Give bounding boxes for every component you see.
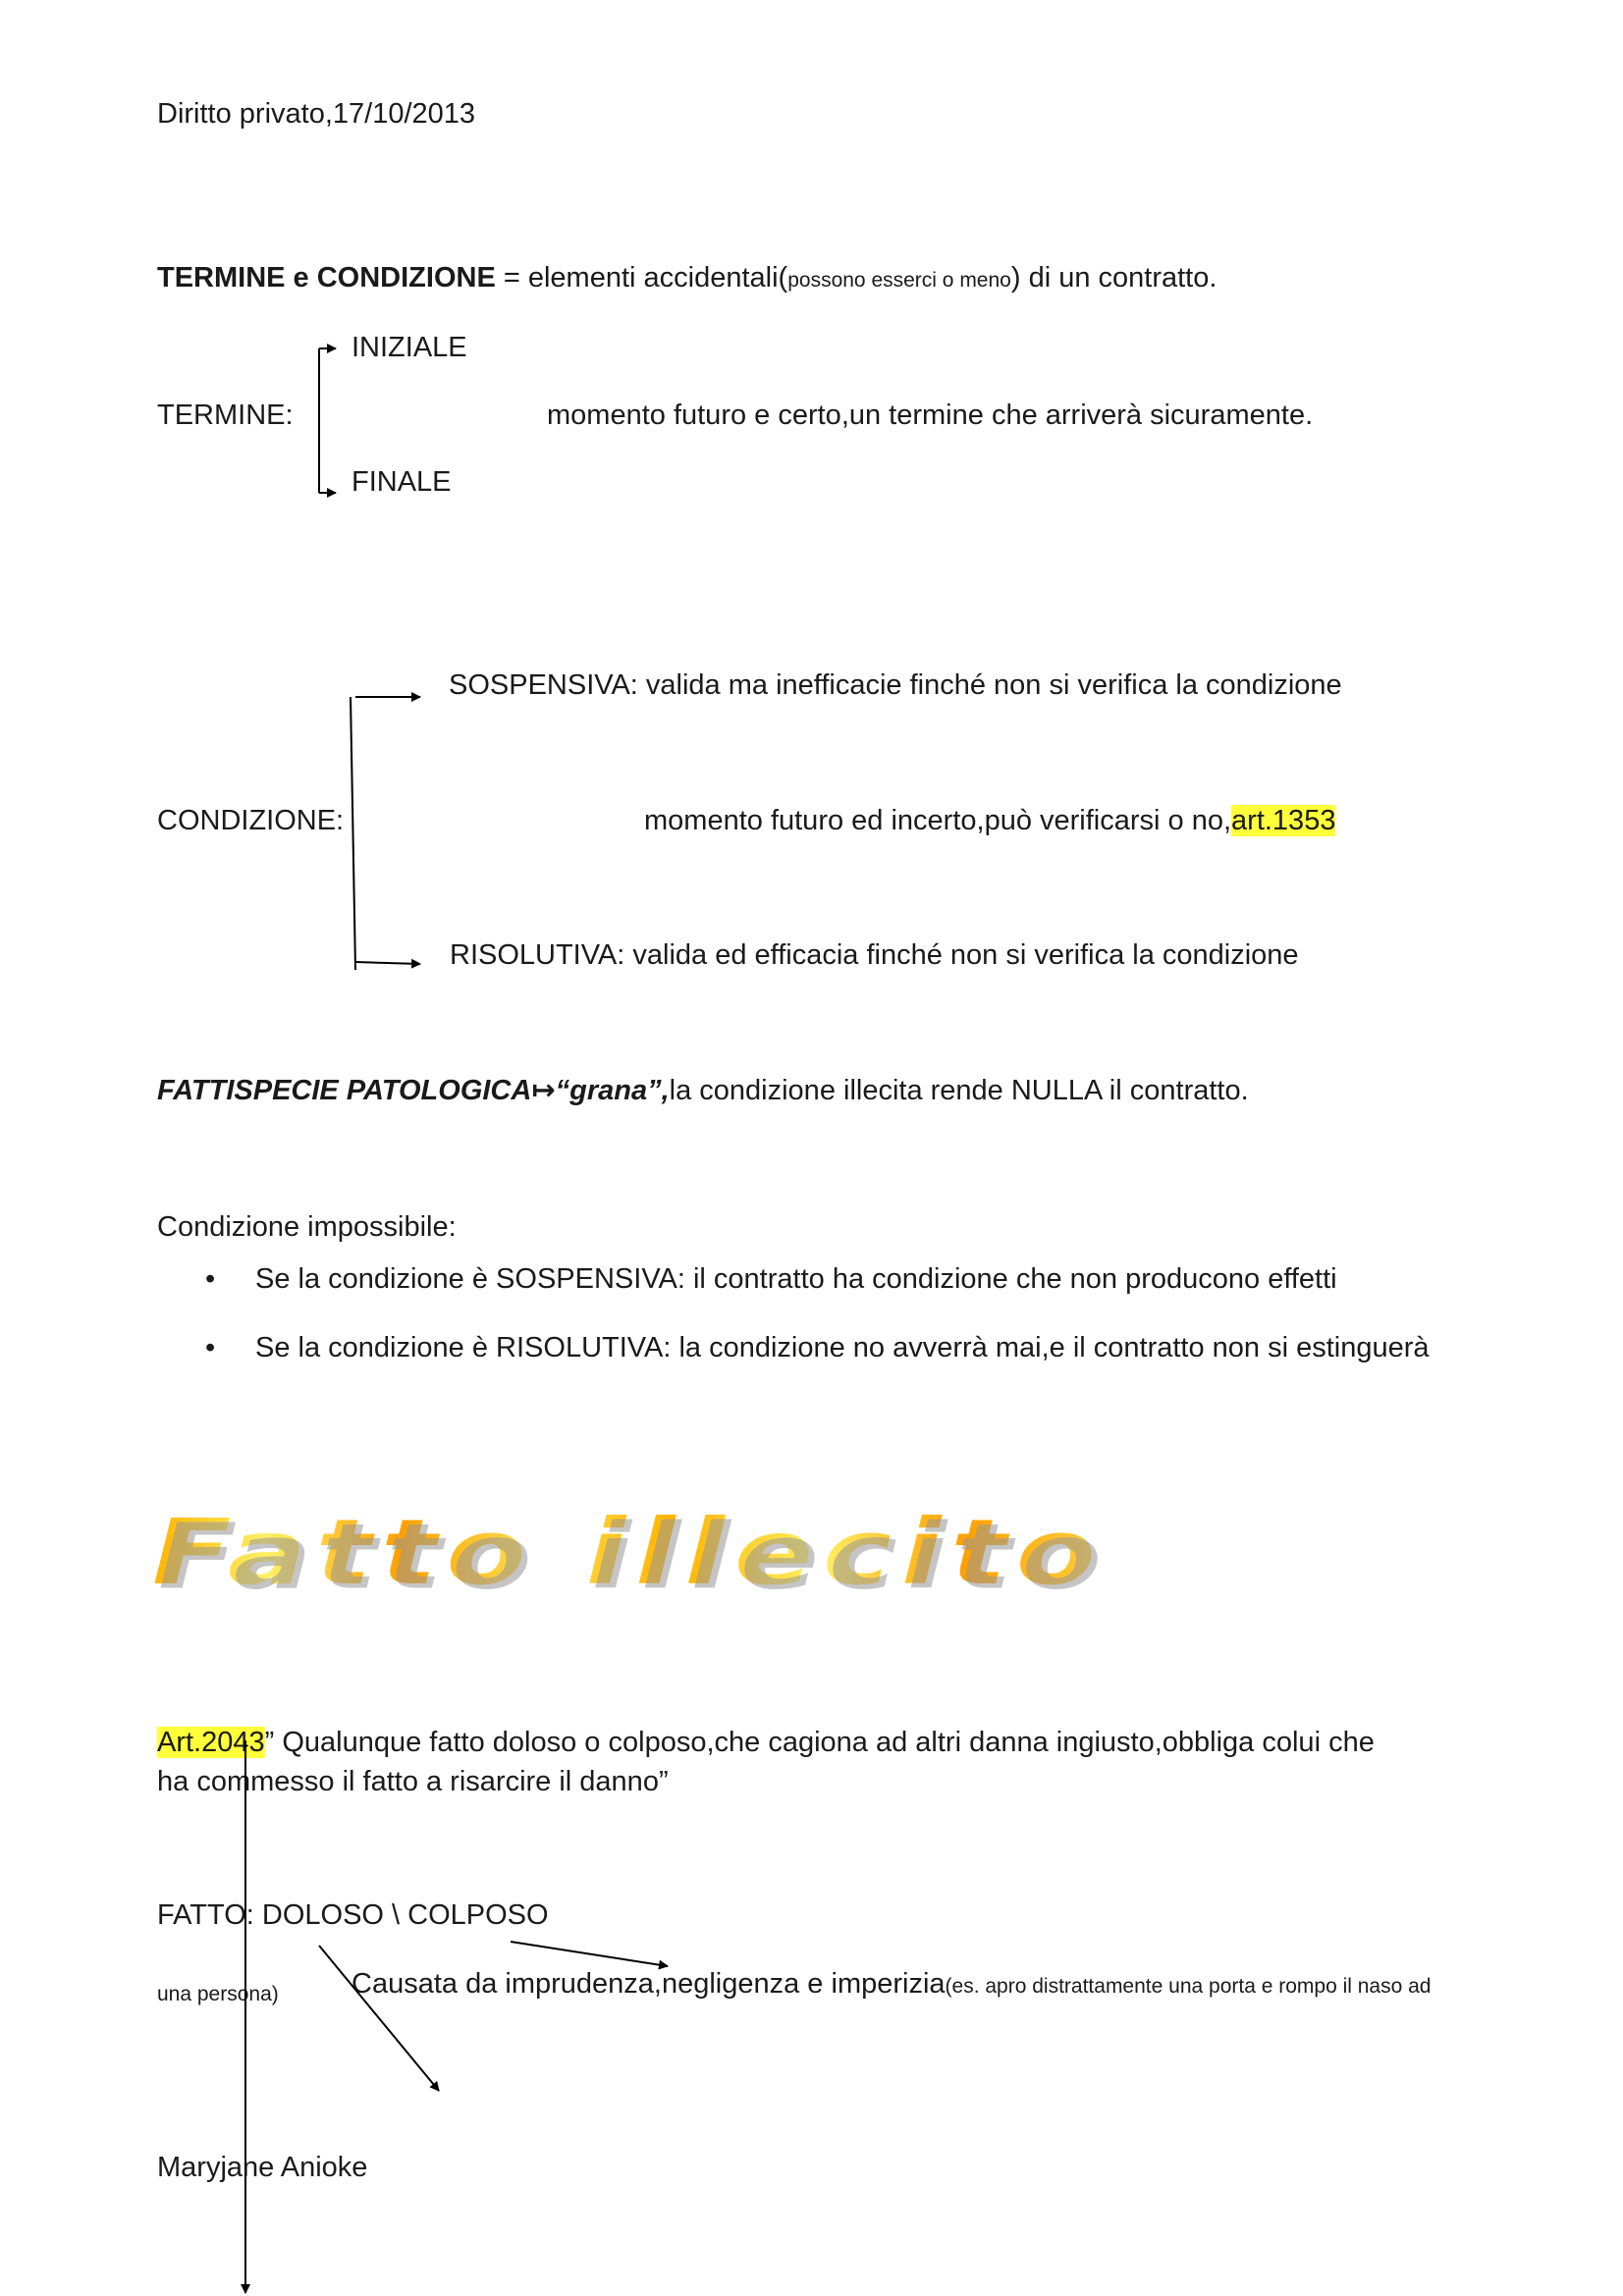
fatto-es-continuation: una persona) <box>157 1983 279 2005</box>
bullet-dot: • <box>205 1331 216 1363</box>
condizione-arrow-risolutiva <box>355 962 420 964</box>
fattispecie-bold: FATTISPECIE PATOLOGICA↦“grana”, <box>157 1075 670 1106</box>
intro-eq: = elementi accidentali( <box>495 262 788 294</box>
art2043-text: ” Qualunque fatto doloso o colposo,che cagiona ad altri danna ingiusto,obbliga colui che <box>264 1727 1375 1758</box>
author-name: Maryjane Anioke <box>157 2152 368 2183</box>
termine-finale: FINALE <box>352 466 452 498</box>
intro-rest: ) di un contratto. <box>1010 262 1217 294</box>
wordart-title: Fatto illecito <box>152 1499 1106 1605</box>
termine-desc: momento futuro e certo,un termine che arriverà sicuramente. <box>547 400 1314 431</box>
intro-small: possono esserci o meno <box>787 269 1011 292</box>
impossibile-heading: Condizione impossibile: <box>157 1211 457 1243</box>
termine-iniziale: INIZIALE <box>352 332 467 363</box>
condizione-desc <box>644 803 1335 840</box>
list-item-text: Se la condizione è RISOLUTIVA: la condizione no avverrà mai,e il contratto non si estinguerà <box>255 1331 1430 1363</box>
condizione-bracket-line <box>351 697 355 970</box>
intro-line <box>157 260 1217 297</box>
art2043-line2: ha commesso il fatto a risarcire il danno” <box>157 1766 669 1797</box>
list-item <box>201 1330 1478 1367</box>
condizione-label: CONDIZIONE: <box>157 805 345 836</box>
condizione-risolutiva: RISOLUTIVA: valida ed efficacia finché non si verifica la condizione <box>450 939 1299 971</box>
condizione-desc-text: momento futuro ed incerto,può verificarsi o no, <box>644 805 1232 836</box>
fatto-label: FATTO: DOLOSO \ COLPOSO <box>157 1899 549 1931</box>
list-item <box>201 1261 1478 1299</box>
art2043-line1 <box>157 1725 1375 1762</box>
fatto-causata <box>352 1966 1431 2003</box>
condizione-sospensiva: SOSPENSIVA: valida ma inefficacie finché non si verifica la condizione <box>449 669 1342 701</box>
fatto-arrow-colposo <box>511 1942 668 1966</box>
bullet-dot: • <box>205 1263 216 1295</box>
fatto-causata-text: Causata da imprudenza,negligenza e imperizia <box>352 1968 946 2000</box>
fattispecie-line <box>157 1073 1249 1110</box>
fatto-es-small: (es. apro distrattamente una porta e rompo il naso ad <box>945 1975 1432 1998</box>
impossibile-list <box>201 1261 1478 1398</box>
list-item-text: Se la condizione è SOSPENSIVA: il contratto ha condizione che non producono effetti <box>255 1263 1337 1295</box>
intro-bold: TERMINE e CONDIZIONE <box>157 262 496 294</box>
condizione-art-highlight: art.1353 <box>1231 805 1336 836</box>
page-header-title: Diritto privato,17/10/2013 <box>157 98 476 130</box>
termine-label: TERMINE: <box>157 400 294 431</box>
fattispecie-rest: la condizione illecita rende NULLA il contratto. <box>669 1075 1249 1106</box>
art2043-highlight: Art.2043 <box>157 1727 265 1758</box>
